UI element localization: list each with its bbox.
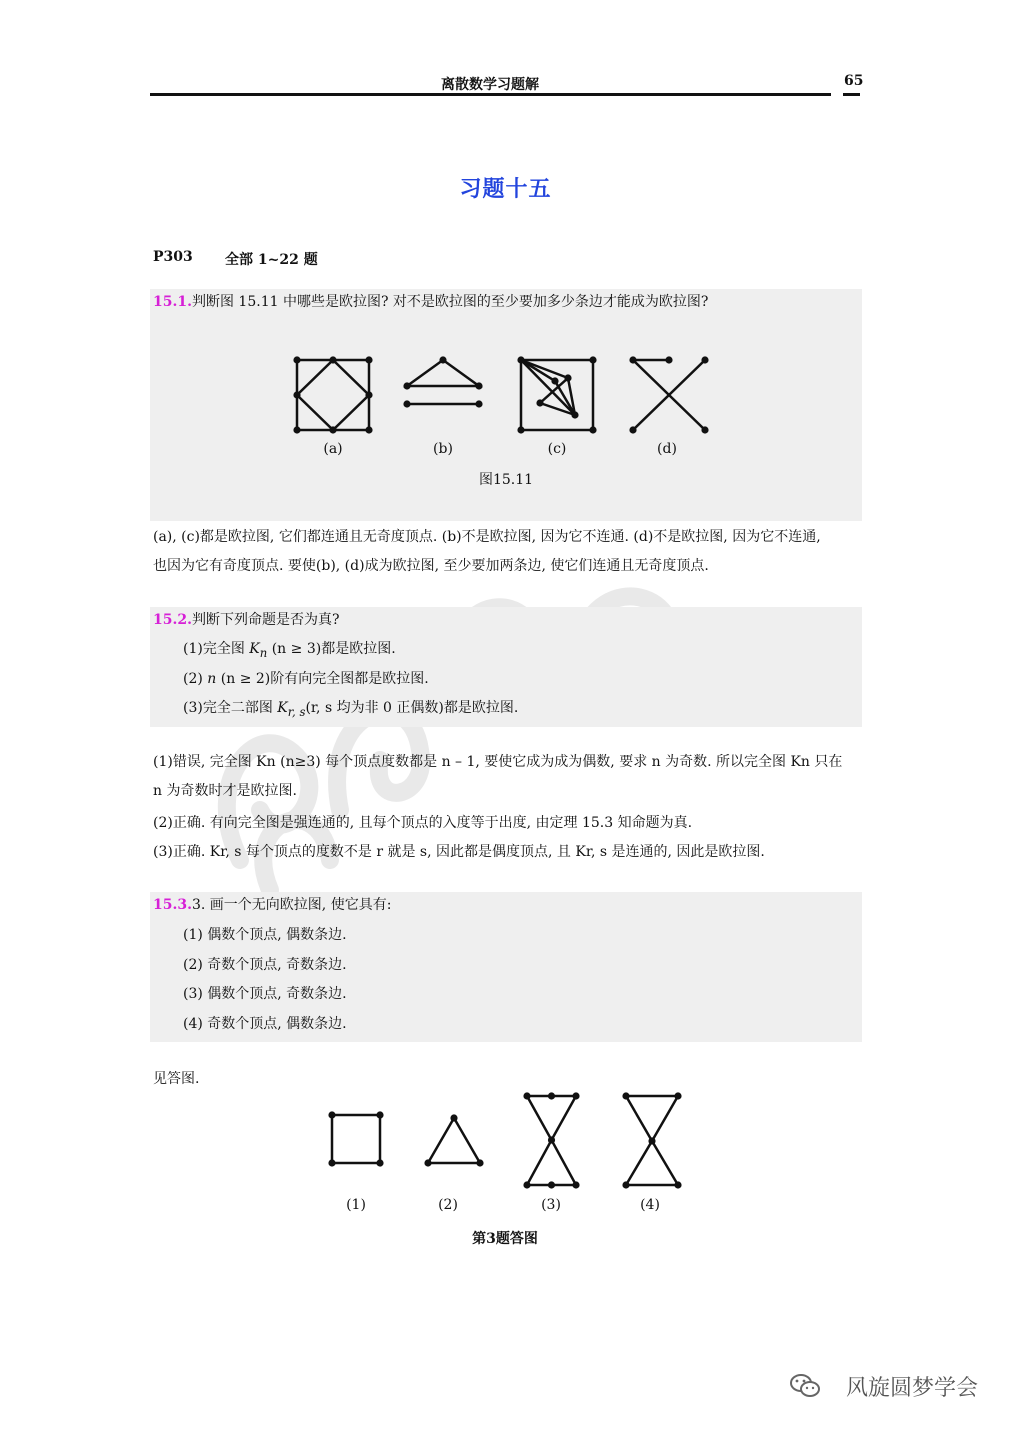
figure-caption: 图15.11 xyxy=(478,472,534,488)
question-1-number: 15.1. xyxy=(153,294,192,310)
question-1-text xyxy=(153,291,708,311)
header-rule xyxy=(150,93,831,96)
chapter-title: 习题十五 xyxy=(459,176,552,202)
question-3-item-2: (2) 奇数个顶点, 奇数条边. xyxy=(183,957,347,973)
question-3-answer: 见答图. xyxy=(153,1071,200,1087)
question-2-item-2: (2) n (n ≥ 2)阶有向完全图都是欧拉图. xyxy=(183,671,429,687)
page-number-rule xyxy=(843,93,860,96)
answer-label-4: (4) xyxy=(640,1197,660,1213)
question-2-answer-line-1: (1)错误, 完全图 Kn (n≥3) 每个顶点度数都是 n – 1, 要使它成为成为偶数, 要求 n 为奇数. 所以完全图 Kn 只在 xyxy=(153,754,843,770)
question-2-number: 15.2. xyxy=(153,612,192,628)
question-2-item-3: (3)完全二部图 $K_{r, s}(r$, s 均为非 0 正偶数)都是欧拉图. xyxy=(183,700,519,719)
wechat-icon xyxy=(789,1372,821,1400)
question-1-answer-line-2: 也因为它有奇度顶点. 要使(b), (d)成为欧拉图, 至少要加两条边, 使它们连通且无奇度顶点. xyxy=(153,558,709,574)
answer-figure-3 xyxy=(320,1085,700,1195)
figure-label-c: (c) xyxy=(547,441,567,457)
assignment-scope: 全部 1~22 题 xyxy=(225,252,318,268)
question-3-text xyxy=(153,894,391,914)
question-3-item-4: (4) 奇数个顶点, 偶数条边. xyxy=(183,1016,347,1032)
answer-figure-caption: 第3题答图 xyxy=(472,1231,538,1247)
question-2-answer-line-4: (3)正确. Kr, s 每个顶点的度数不是 r 就是 s, 因此都是偶度顶点, 且 Kr, s 是连通的, 因此是欧拉图. xyxy=(153,844,765,860)
figure-label-a: (a) xyxy=(323,441,343,457)
question-3-item-1: (1) 偶数个顶点, 偶数条边. xyxy=(183,927,347,943)
watermark-text: 风旋圆梦学会 xyxy=(845,1376,978,1401)
question-2-prompt: 判断下列命题是否为真? xyxy=(191,612,340,628)
answer-label-3: (3) xyxy=(541,1197,561,1213)
figure-label-b: (b) xyxy=(433,441,453,457)
page-number: 65 xyxy=(844,73,864,89)
question-2-item-1: (1)完全图 $K_n$ (n ≥ 3)都是欧拉图. xyxy=(183,641,396,660)
answer-label-2: (2) xyxy=(438,1197,458,1213)
question-2-answer-line-2: n 为奇数时才是欧拉图. xyxy=(153,783,297,799)
question-3-prompt: 3. 画一个无向欧拉图, 使它具有: xyxy=(191,897,392,913)
question-3-item-3: (3) 偶数个顶点, 奇数条边. xyxy=(183,986,347,1002)
answer-label-1: (1) xyxy=(346,1197,366,1213)
question-1-prompt: 判断图 15.11 中哪些是欧拉图? 对不是欧拉图的至少要加多少条边才能成为欧拉图? xyxy=(191,294,709,310)
figure-15-11 xyxy=(280,345,730,445)
question-2-answer-line-3: (2)正确. 有向完全图是强连通的, 且每个顶点的入度等于出度, 由定理 15.3 知命题为真. xyxy=(153,815,693,831)
question-2-text xyxy=(153,609,340,629)
question-1-answer-line-1: (a), (c)都是欧拉图, 它们都连通且无奇度顶点. (b)不是欧拉图, 因为它不连通. (d)不是欧拉图, 因为它不连通, xyxy=(153,529,821,545)
running-header-title: 离散数学习题解 xyxy=(441,77,539,93)
assignment-page: P303 xyxy=(153,249,193,265)
figure-label-d: (d) xyxy=(657,441,677,457)
question-3-number: 15.3. xyxy=(153,897,192,913)
